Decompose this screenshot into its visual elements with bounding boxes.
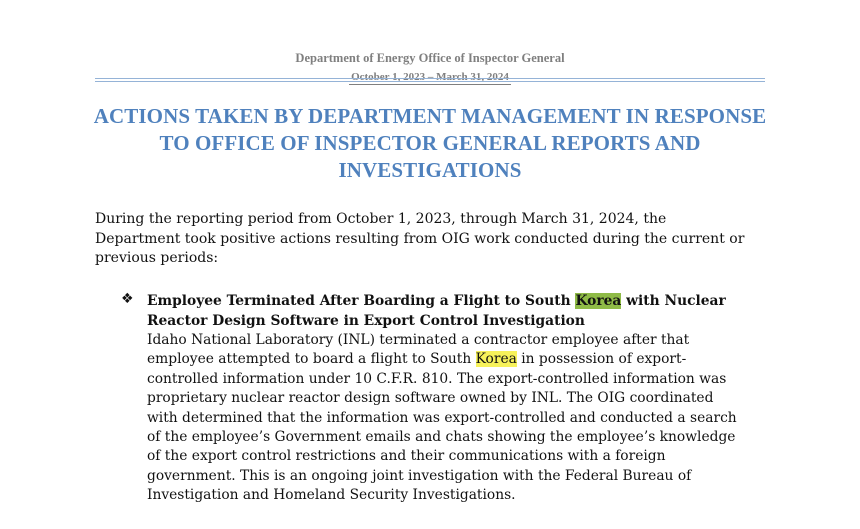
body-line: controlled information under 10 C.F.R. 810. The export-controlled information was <box>147 370 727 387</box>
diamond-bullet-icon: ❖ <box>121 291 134 307</box>
intro-line: previous periods: <box>95 250 219 266</box>
body-line: Investigation and Homeland Security Investigations. <box>147 487 516 504</box>
body-line: government. This is an ongoing joint investigation with the Federal Bureau of <box>147 467 692 484</box>
body-line: Idaho National Laboratory (INL) terminated a contractor employee after that <box>147 332 690 348</box>
body-line: of the employee’s Government emails and chats showing the employee’s knowledge <box>147 429 736 446</box>
page-title <box>80 103 780 184</box>
body-text: employee attempted to board a flight to South <box>147 351 476 368</box>
header-organization: Department of Energy Office of Inspector General <box>295 51 565 65</box>
title-line: TO OFFICE OF INSPECTOR GENERAL REPORTS AND <box>159 131 701 155</box>
intro-paragraph <box>95 210 775 269</box>
intro-line: During the reporting period from October 1, 2023, through March 31, 2024, the <box>95 211 667 227</box>
body-line: with determined that the information was export-controlled and conducted a search <box>147 409 737 426</box>
item-heading-line: Reactor Design Software in Export Control Investigation <box>147 312 585 329</box>
body-line <box>147 350 787 369</box>
header-period: October 1, 2023 – March 31, 2024 <box>351 71 509 83</box>
intro-line: Department took positive actions resulting from OIG work conducted during the current or <box>95 230 745 247</box>
page-header <box>95 50 765 85</box>
title-line: ACTIONS TAKEN BY DEPARTMENT MANAGEMENT IN RESPONSE <box>93 104 767 128</box>
item-heading <box>147 292 787 331</box>
heading-text: with Nuclear <box>621 293 726 309</box>
body-line: of the export control restrictions and their communications with a foreign <box>147 448 666 465</box>
body-text: in possession of export- <box>516 351 687 368</box>
header-rule-bottom <box>95 81 765 82</box>
heading-highlight: Korea <box>575 293 622 309</box>
heading-text: Employee Terminated After Boarding a Flight to South <box>147 293 576 309</box>
title-line: INVESTIGATIONS <box>338 158 522 182</box>
item-body <box>147 331 787 506</box>
body-highlight: Korea <box>475 351 517 368</box>
body-line: proprietary nuclear reactor design software owned by INL. The OIG coordinated <box>147 390 714 407</box>
item-heading-line <box>147 292 787 312</box>
header-rule-top <box>95 78 765 79</box>
